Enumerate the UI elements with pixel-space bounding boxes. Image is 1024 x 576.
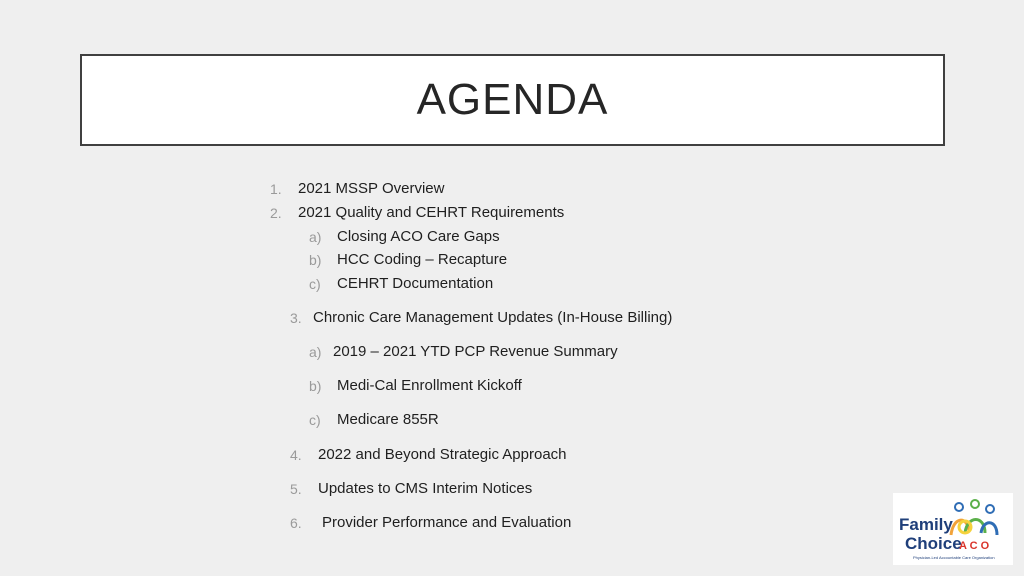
item-1-marker: 1.: [270, 181, 282, 197]
logo-family-text: Family: [899, 515, 953, 534]
item-6-marker: 6.: [290, 515, 302, 531]
item-4-text: 2022 and Beyond Strategic Approach: [318, 446, 567, 463]
family-choice-aco-logo: [893, 493, 1013, 565]
item-2a-text: Closing ACO Care Gaps: [337, 228, 500, 245]
item-3b-text: Medi-Cal Enrollment Kickoff: [337, 377, 522, 394]
item-3-marker: 3.: [290, 310, 302, 326]
logo-tagline: Physician-Led Accountable Care Organization: [913, 555, 995, 560]
logo-choice-text: Choice: [905, 534, 962, 553]
figure-head-1-icon: [955, 503, 963, 511]
title-box: [80, 54, 945, 146]
item-1-text: 2021 MSSP Overview: [298, 180, 445, 197]
item-2-marker: 2.: [270, 205, 282, 221]
figure-head-2-icon: [971, 500, 979, 508]
item-2-text: 2021 Quality and CEHRT Requirements: [298, 204, 565, 221]
item-3a-text: 2019 – 2021 YTD PCP Revenue Summary: [333, 343, 618, 360]
logo-graphic: [893, 493, 1013, 565]
item-2a-marker: a): [309, 229, 322, 245]
slide-title: AGENDA: [416, 75, 609, 124]
logo-aco-text: A C O: [959, 540, 990, 552]
item-2b-text: HCC Coding – Recapture: [337, 251, 508, 268]
item-6-text: Provider Performance and Evaluation: [322, 514, 572, 531]
item-3b-marker: b): [309, 378, 322, 394]
item-3c-text: Medicare 855R: [337, 411, 439, 428]
figure-body-3-icon: [981, 523, 997, 535]
item-5-marker: 5.: [290, 481, 302, 497]
item-4-marker: 4.: [290, 447, 302, 463]
figure-head-3-icon: [986, 505, 994, 513]
item-2b-marker: b): [309, 252, 322, 268]
item-2c-text: CEHRT Documentation: [337, 275, 494, 292]
item-3a-marker: a): [309, 344, 322, 360]
item-3c-marker: c): [309, 412, 321, 428]
item-3-text: Chronic Care Management Updates (In-House Billing): [313, 309, 673, 326]
item-5-text: Updates to CMS Interim Notices: [318, 480, 533, 497]
item-2c-marker: c): [309, 276, 321, 292]
